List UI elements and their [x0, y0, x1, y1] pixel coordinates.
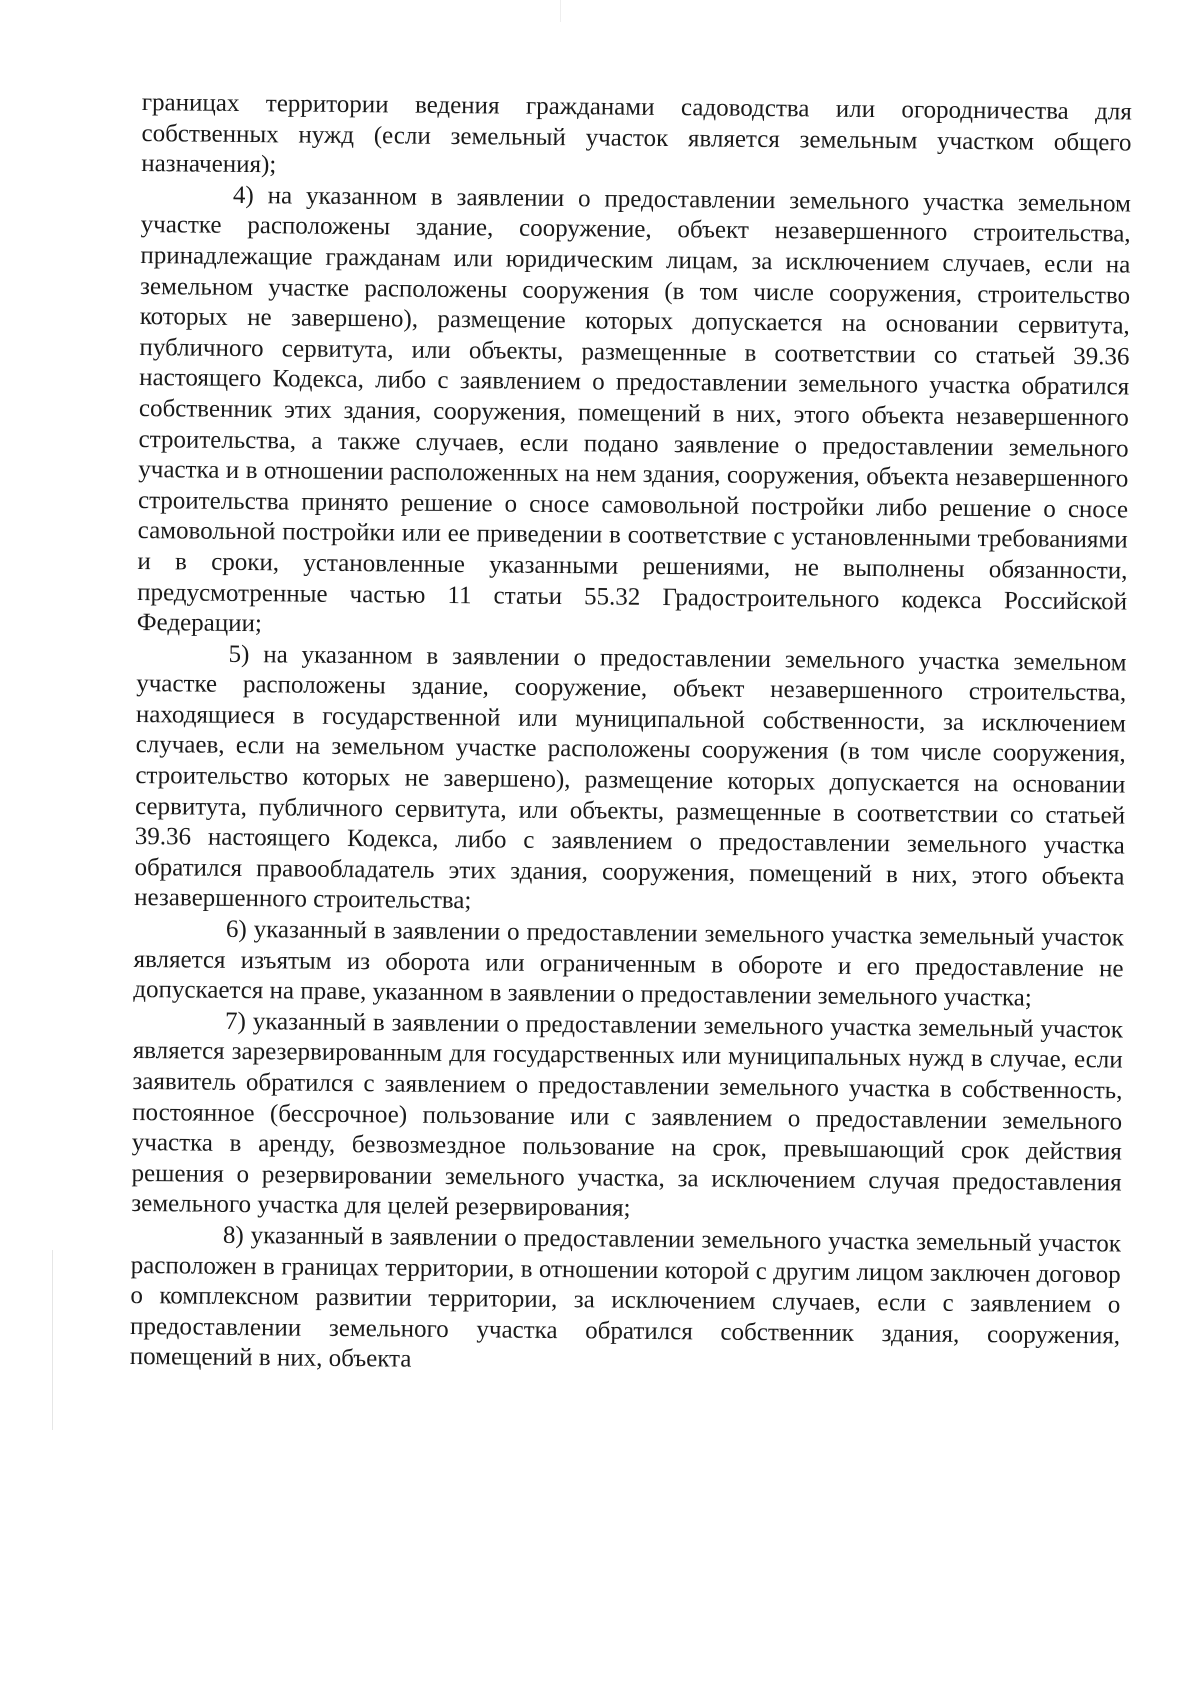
document-body [130, 88, 1132, 1382]
paragraph-item-6: 6) указанный в заявлении о предоставлении земельного участка земельный участок является изъятым из оборота или ограниченным в обороте и его предоставление не допускается на праве, указанном в заявлении о предоставлении земельного участка; [133, 915, 1125, 1012]
paragraph-item-4: 4) на указанном в заявлении о предоставлении земельного участка земельном участке расположены здание, сооружение, объект незавершенного строительства, принадлежащие гражданам или юридическим лицам, за исключением случаев, если на земельном участке расположены сооружения (в том числе сооружения, строительство которых не завершено), размещение которых допускается на основании сервитута, публичного сервитута, или объекты, размещенные в соответствии со статьей 39.36 настоящего Кодекса, либо с заявлением о предоставлении земельного участка обратился собственник этих здания, сооружения, помещений в них, этого объекта незавершенного строительства, а также случаев, если подано заявление о предоставлении земельного участка и в отношении расположенных на нем здания, сооружения, объекта незавершенного строительства принято решение о сносе самовольной постройки либо решение о сносе самовольной постройки или ее приведении в соответствие с установленными требованиями и в сроки, установленные указанными решениями, не выполнены обязанности, предусмотренные частью 11 статьи 55.32 Градостроительного кодекса Российской Федерации; [136, 181, 1132, 638]
scan-artifact [52, 1250, 53, 1430]
scan-artifact [560, 0, 561, 22]
paragraph-item-7: 7) указанный в заявлении о предоставлении земельного участка земельный участок является зарезервированным для государственных или муниципальных нужд в случае, если заявитель обратился с заявлением о предоставлении земельного участка в собственность, постоянное (бессрочное) пользование или с заявлением о предоставлении земельного участка в аренду, безвозмездное пользование на срок, превышающий срок действия решения о резервировании земельного участка, за исключением случая предоставления земельного участка для целей резервирования; [131, 1007, 1124, 1223]
paragraph-item-5: 5) на указанном в заявлении о предоставлении земельного участка земельном участке расположены здание, сооружение, объект незавершенного строительства, находящиеся в государственной или муниципальной собственности, за исключением случаев, если на земельном участке расположены сооружения (в том числе сооружения, строительство которых не завершено), размещение которых допускается на основании сервитута, публичного сервитута, или объекты, размещенные в соответствии со статьей 39.36 настоящего Кодекса, либо с заявлением о предоставлении земельного участка обратился правообладатель этих здания, сооружения, помещений в них, этого объекта незавершенного строительства; [134, 640, 1127, 915]
paragraph-item-8: 8) указанный в заявлении о предоставлении земельного участка земельный участок расположен в границах территории, в отношении которой с другим лицом заключен договор о комплексном развитии территории, за исключением случаев, если с заявлением о предоставлении земельного участка обратился собственник здания, сооружения, помещений в них, объекта [129, 1221, 1122, 1373]
paragraph-continuation: границах территории ведения гражданами садоводства или огородничества для собственных нужд (если земельный участок является земельным участком общего назначения); [141, 88, 1132, 179]
